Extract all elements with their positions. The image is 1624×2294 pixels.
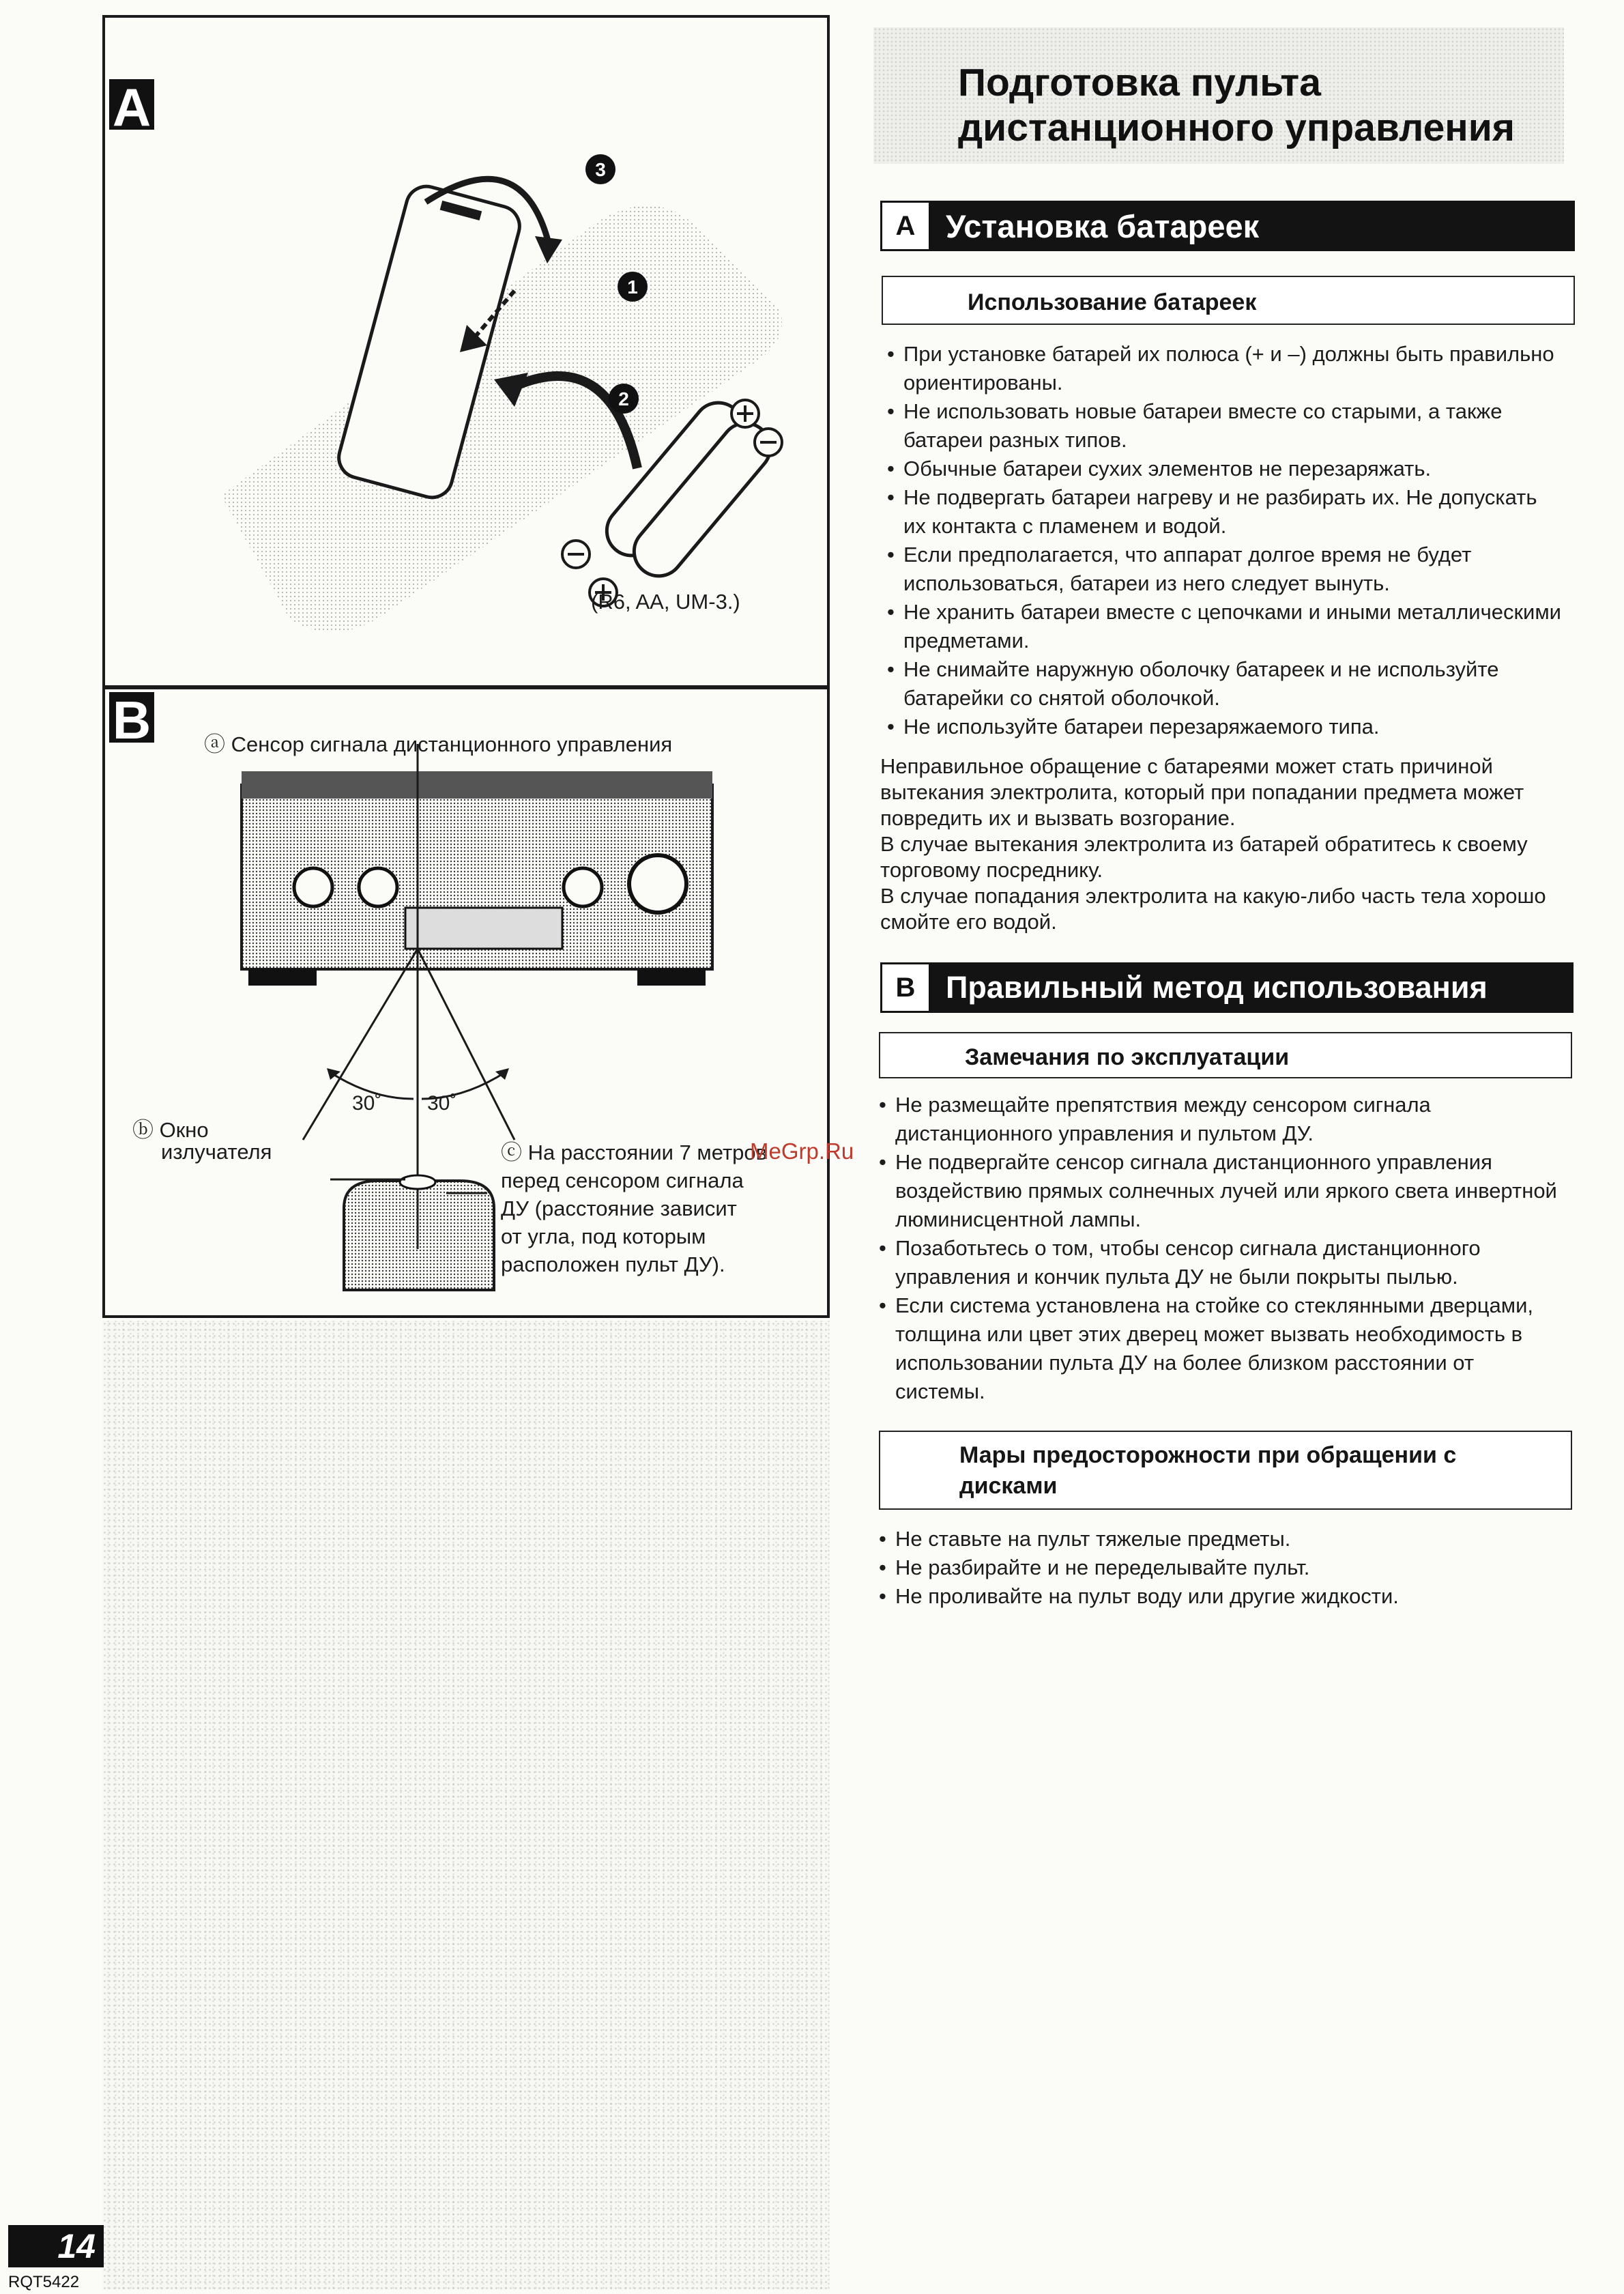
disc-precautions-list: [879, 1525, 1561, 1611]
list-item: • Если система установлена на стойке со стеклянными дверцами, толщина или цвет этих дверец может вызвать необходимость в использовании пульта ДУ на более близком расстоянии от системы.: [879, 1291, 1561, 1406]
section-a-title: Установка батареек: [946, 207, 1260, 244]
scan-noise-area: [102, 1321, 830, 2290]
section-b-letter: B: [880, 962, 931, 1013]
angle-right-label: 30˚: [427, 1092, 457, 1115]
title-block: [873, 27, 1564, 164]
angle-left-label: 30˚: [352, 1092, 382, 1115]
page-number: 14: [8, 2225, 104, 2267]
section-a-letter: A: [880, 201, 931, 251]
distance-caption: ⓒ На расстоянии 7 метров перед сенсором сигнала ДУ (расстояние зависит от угла, под которым расположен пульт ДУ).: [501, 1141, 768, 1276]
battery-install-illustration: [105, 18, 827, 685]
list-item: • Не хранить батареи вместе с цепочками и иными металлическими предметами.: [887, 598, 1563, 655]
section-a-header: [880, 201, 1575, 251]
page-title-line-1: Подготовка пульта: [958, 61, 1321, 104]
warning-paragraph: В случае вытекания электролита из батарей обратитесь к своему торговому посреднику.: [880, 832, 1528, 882]
battery-usage-list: [887, 340, 1563, 741]
list-item: • Позаботьтесь о том, чтобы сенсор сигнала дистанционного управления и кончик пульта ДУ не были покрыты пылью.: [879, 1234, 1561, 1291]
list-item: • Обычные батареи сухих элементов не перезаряжать.: [887, 455, 1563, 483]
step-3-number: 3: [595, 159, 606, 180]
list-item: • Не подвергать батареи нагреву и не разбирать их. Не допускать их контакта с пламенем и водой.: [887, 483, 1563, 541]
document-code: RQT5422: [8, 2273, 80, 2291]
warning-paragraph: Неправильное обращение с батареями может стать причиной вытекания электролита, который при попадании предмета может повредить их и вызвать возгорание.: [880, 754, 1524, 830]
list-item: • При установке батарей их полюса (+ и –) должны быть правильно ориентированы.: [887, 340, 1563, 397]
battery-warning-text: [880, 754, 1563, 935]
figure-b-label: B: [109, 692, 154, 743]
battery-type-note: (R6, AA, UM-3.): [591, 590, 740, 614]
emitter-window-caption-1: ⓑ Окно: [132, 1118, 209, 1142]
page-title-line-2: дистанционного управления: [958, 106, 1516, 149]
sensor-caption: ⓐ Сенсор сигнала дистанционного управления: [204, 732, 673, 756]
step-1-number: 1: [627, 276, 638, 298]
list-item: • Не использовать новые батареи вместе со старыми, а также батареи разных типов.: [887, 397, 1563, 455]
figure-a-frame: [102, 15, 830, 688]
section-b-subtitle-box: [879, 1032, 1572, 1078]
list-item: • Не разбирайте и не переделывайте пульт.: [879, 1553, 1561, 1582]
list-item: • Не используйте батареи перезаряжаемого типа.: [887, 713, 1563, 741]
section-b-title: Правильный метод использования: [946, 970, 1488, 1005]
warning-paragraph: В случае попадания электролита на какую-либо часть тела хорошо смойте его водой.: [880, 884, 1546, 934]
figure-b-frame: [102, 687, 854, 1318]
receiver-unit: [242, 771, 712, 986]
list-item: • Не подвергайте сенсор сигнала дистанционного управления воздействию прямых солнечных лучей или яркого света инвертной люминисцентной лампы.: [879, 1148, 1561, 1234]
list-item: • Не ставьте на пульт тяжелые предметы.: [879, 1525, 1561, 1553]
figure-a-label: A: [109, 79, 154, 130]
section-a-subtitle: Использование батареек: [968, 289, 1257, 315]
watermark: MeGrp.Ru: [750, 1138, 854, 1164]
section-b-subtitle: Замечания по эксплуатации: [965, 1044, 1290, 1070]
section-b-header: [880, 962, 1574, 1013]
disc-precautions-box: [879, 1431, 1572, 1510]
list-item: • Не проливайте на пульт воду или другие жидкости.: [879, 1582, 1561, 1611]
step-2-number: 2: [618, 388, 629, 410]
disc-precautions-title: Мары предосторожности при обращении с дисками: [959, 1442, 1457, 1499]
list-item: • Не снимайте наружную оболочку батареек и не используйте батарейки со снятой оболочкой.: [887, 655, 1563, 713]
list-item: • Не размещайте препятствия между сенсором сигнала дистанционного управления и пультом ДУ.: [879, 1091, 1561, 1148]
emitter-window-caption-2: излучателя: [161, 1140, 272, 1164]
list-item: • Если предполагается, что аппарат долгое время не будет использоваться, батареи из него следует вынуть.: [887, 541, 1563, 598]
section-a-subtitle-box: [882, 276, 1575, 325]
operation-notes-list: [879, 1091, 1561, 1406]
